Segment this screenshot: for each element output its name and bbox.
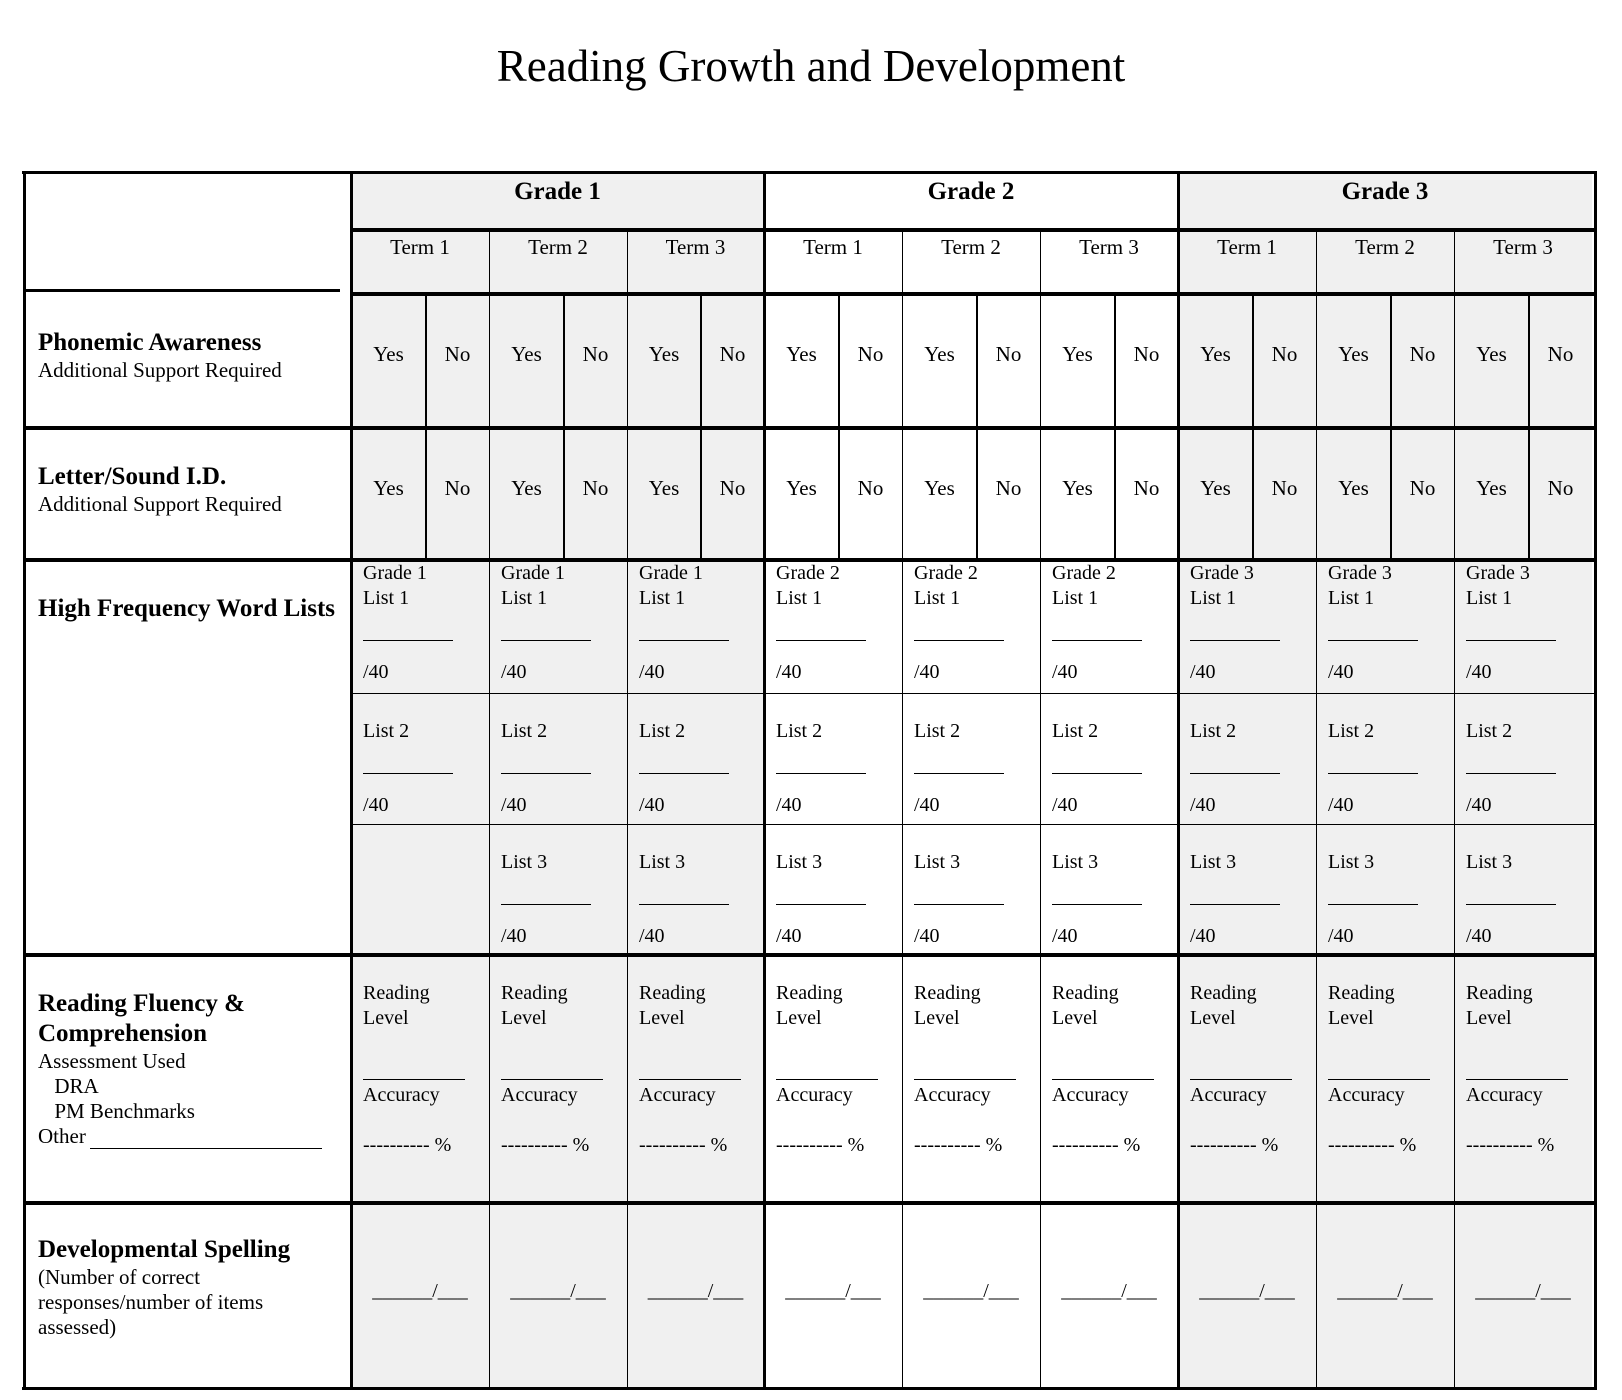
spelling-cell[interactable]: ______/___ <box>351 1203 489 1388</box>
hfw-cell[interactable] <box>1178 824 1316 955</box>
divider <box>1252 428 1254 560</box>
yes-option[interactable]: Yes <box>351 294 426 428</box>
score-blank[interactable] <box>639 640 729 641</box>
score-denominator: /40 <box>914 925 940 947</box>
row-subtitle: (Number of correct responses/number of items assessed) <box>38 1265 264 1339</box>
divider <box>1528 428 1530 560</box>
fluency-cell[interactable] <box>1316 955 1454 1203</box>
hfw-cell[interactable] <box>1316 824 1454 955</box>
hfw-list-name: List 1 <box>1466 587 1513 609</box>
score-denominator: /40 <box>501 925 527 947</box>
divider <box>700 294 702 428</box>
grid-line-h <box>351 292 1595 296</box>
hfw-cell[interactable] <box>902 824 1040 955</box>
score-blank[interactable] <box>1328 640 1418 641</box>
hfw-list-name: List 2 <box>914 720 961 742</box>
accuracy-percent-blank: ---------- % <box>1328 1134 1417 1156</box>
hfw-list-name: List 3 <box>1052 851 1099 873</box>
reading-level-blank[interactable] <box>639 1079 741 1080</box>
no-option[interactable]: No <box>701 428 764 560</box>
hfw-list-name: List 1 <box>363 587 410 609</box>
divider <box>1528 294 1530 428</box>
spelling-cell[interactable]: ______/___ <box>627 1203 764 1388</box>
score-denominator: /40 <box>1466 794 1492 816</box>
grid-line-h <box>351 824 1595 825</box>
accuracy-label: Accuracy <box>363 1084 440 1106</box>
score-denominator: /40 <box>1328 925 1354 947</box>
no-option[interactable]: No <box>426 294 489 428</box>
no-option[interactable]: No <box>701 294 764 428</box>
score-denominator: /40 <box>1190 794 1216 816</box>
grid-line-h <box>24 953 1595 957</box>
yes-option[interactable]: Yes <box>924 342 955 366</box>
score-blank[interactable] <box>363 773 453 774</box>
grade-header: Grade 3 <box>1178 172 1592 230</box>
no-option[interactable]: No <box>426 428 489 560</box>
no-option[interactable]: No <box>564 428 627 560</box>
score-denominator: /40 <box>776 794 802 816</box>
reading-level-label: Reading Level <box>1466 982 1533 1029</box>
table-border-right <box>1594 172 1597 1388</box>
term-header: Term 3 <box>1454 230 1592 294</box>
yes-option[interactable]: Yes <box>351 428 426 560</box>
grid-line-h <box>24 1201 1595 1205</box>
reading-level-label: Reading Level <box>776 982 843 1029</box>
score-denominator: /40 <box>501 794 527 816</box>
spelling-cell[interactable]: ______/___ <box>923 1280 1019 1302</box>
divider <box>1114 294 1116 428</box>
score-blank[interactable] <box>914 640 1004 641</box>
score-blank[interactable] <box>639 904 729 905</box>
term-header: Term 2 <box>489 230 627 294</box>
fluency-cell[interactable] <box>627 955 764 1203</box>
row-label-spelling <box>24 1203 351 1388</box>
hfw-cell[interactable] <box>489 560 627 693</box>
score-blank[interactable] <box>363 640 453 641</box>
score-blank[interactable] <box>776 773 866 774</box>
grid-line-h <box>24 426 1595 430</box>
score-denominator: /40 <box>776 661 802 683</box>
hfw-cell[interactable] <box>1178 693 1316 824</box>
hfw-cell[interactable] <box>764 824 902 955</box>
divider <box>700 428 702 560</box>
divider <box>563 428 565 560</box>
score-blank[interactable] <box>1328 904 1418 905</box>
spelling-cell[interactable]: ______/___ <box>1454 1203 1592 1388</box>
assessment-option: PM Benchmarks <box>38 1099 179 1123</box>
divider <box>1390 428 1392 560</box>
hfw-cell[interactable] <box>627 824 764 955</box>
spelling-cell[interactable]: ______/___ <box>785 1280 881 1302</box>
term-header: Term 1 <box>351 230 489 294</box>
score-blank[interactable] <box>1190 904 1280 905</box>
document-title: Reading Growth and Development <box>496 41 1126 91</box>
fluency-cell[interactable] <box>902 955 1040 1203</box>
divider <box>838 428 840 560</box>
score-denominator: /40 <box>363 794 389 816</box>
yes-option[interactable]: Yes <box>786 342 817 366</box>
no-option[interactable]: No <box>564 294 627 428</box>
hfw-list-name: List 1 <box>1052 587 1099 609</box>
yes-option[interactable]: Yes <box>1062 476 1093 500</box>
grid-line-v <box>350 172 353 1388</box>
yes-option[interactable]: Yes <box>924 476 955 500</box>
reading-level-label: Reading Level <box>363 982 430 1029</box>
hfw-list-name: List 3 <box>1466 851 1513 873</box>
accuracy-percent-blank: ---------- % <box>1190 1134 1279 1156</box>
accuracy-label: Accuracy <box>1052 1084 1129 1106</box>
spelling-cell[interactable]: ______/___ <box>1061 1280 1157 1302</box>
hfw-list-name: List 2 <box>776 720 823 742</box>
term-header: Term 1 <box>1178 230 1316 294</box>
row-label-fluency <box>24 955 351 1203</box>
no-option[interactable]: No <box>995 476 1022 500</box>
spelling-cell[interactable]: ______/___ <box>1316 1203 1454 1388</box>
reading-level-blank[interactable] <box>501 1079 603 1080</box>
hfw-list-name: List 3 <box>776 851 823 873</box>
row-name: Phonemic Awareness <box>38 329 262 356</box>
accuracy-label: Accuracy <box>501 1084 578 1106</box>
reading-level-blank[interactable] <box>1466 1079 1568 1080</box>
score-blank[interactable] <box>1328 773 1418 774</box>
reading-level-blank[interactable] <box>776 1079 878 1080</box>
hfw-list-name: List 2 <box>501 720 548 742</box>
spelling-cell[interactable]: ______/___ <box>489 1203 627 1388</box>
divider <box>563 294 565 428</box>
divider <box>1390 294 1392 428</box>
no-option[interactable]: No <box>1529 428 1592 560</box>
grade-header: Grade 1 <box>351 172 764 230</box>
fluency-cell[interactable] <box>1040 955 1178 1203</box>
grid-line-v <box>902 230 903 1388</box>
score-blank[interactable] <box>1052 773 1142 774</box>
divider <box>1114 428 1116 560</box>
hfw-cell[interactable] <box>1316 560 1454 693</box>
term-header: Term 3 <box>1079 235 1139 259</box>
grid-line-v <box>1040 230 1041 1388</box>
grid-line-v <box>1177 172 1180 1388</box>
hfw-list-name: List 3 <box>1328 851 1375 873</box>
accuracy-percent-blank: ---------- % <box>363 1134 452 1156</box>
hfw-cell[interactable] <box>1454 693 1592 824</box>
hfw-cell[interactable] <box>627 693 764 824</box>
accuracy-label: Accuracy <box>1190 1084 1267 1106</box>
grid-line-h <box>351 228 1595 232</box>
hfw-grade: Grade 3 <box>1190 562 1254 584</box>
grid-line-h <box>351 693 1595 694</box>
accuracy-label: Accuracy <box>1466 1084 1543 1106</box>
accuracy-percent-blank: ---------- % <box>639 1134 728 1156</box>
divider <box>1252 294 1254 428</box>
score-denominator: /40 <box>914 661 940 683</box>
score-denominator: /40 <box>1052 661 1078 683</box>
hfw-list-name: List 2 <box>639 720 686 742</box>
row-label-letter <box>24 428 351 560</box>
no-option[interactable]: No <box>1133 476 1160 500</box>
score-blank[interactable] <box>914 904 1004 905</box>
fluency-cell[interactable] <box>1454 955 1592 1203</box>
reading-level-blank[interactable] <box>1190 1079 1292 1080</box>
fluency-cell[interactable] <box>489 955 627 1203</box>
accuracy-percent-blank: ---------- % <box>501 1134 590 1156</box>
yes-option[interactable]: Yes <box>1178 428 1253 560</box>
row-name: Developmental Spelling <box>38 1236 291 1263</box>
hfw-cell[interactable] <box>1454 824 1592 955</box>
hfw-list-name: List 2 <box>363 720 410 742</box>
divider <box>425 428 427 560</box>
yes-option[interactable]: Yes <box>1454 428 1529 560</box>
hfw-grade: Grade 1 <box>501 562 565 584</box>
term-header: Term 3 <box>627 230 764 294</box>
hfw-cell[interactable] <box>764 693 902 824</box>
score-blank[interactable] <box>776 640 866 641</box>
hfw-grade: Grade 2 <box>776 562 840 584</box>
hfw-list-name: List 1 <box>1328 587 1375 609</box>
reading-level-label: Reading Level <box>1190 982 1257 1029</box>
accuracy-percent-blank: ---------- % <box>1052 1134 1141 1156</box>
table-border-bottom <box>22 1387 1597 1390</box>
score-blank[interactable] <box>501 640 591 641</box>
hfw-grade: Grade 3 <box>1466 562 1530 584</box>
score-blank[interactable] <box>1190 640 1280 641</box>
hfw-list-name: List 3 <box>501 851 548 873</box>
row-label-hfw <box>24 560 351 955</box>
hfw-grade: Grade 2 <box>914 562 978 584</box>
score-blank[interactable] <box>1190 773 1280 774</box>
score-denominator: /40 <box>1328 661 1354 683</box>
yes-option[interactable]: Yes <box>1178 294 1253 428</box>
accuracy-percent-blank: ---------- % <box>776 1134 865 1156</box>
reading-level-label: Reading Level <box>1052 982 1119 1029</box>
yes-option[interactable]: Yes <box>1454 294 1529 428</box>
accuracy-label: Accuracy <box>1328 1084 1405 1106</box>
score-blank[interactable] <box>1466 904 1556 905</box>
hfw-list-name: List 2 <box>1466 720 1513 742</box>
row-name: Letter/Sound I.D. <box>38 463 227 490</box>
score-denominator: /40 <box>914 794 940 816</box>
accuracy-percent-blank: ---------- % <box>914 1134 1003 1156</box>
accuracy-percent-blank: ---------- % <box>1466 1134 1555 1156</box>
reading-level-blank[interactable] <box>363 1079 465 1080</box>
hfw-list-name: List 3 <box>1190 851 1237 873</box>
hfw-cell[interactable] <box>1178 560 1316 693</box>
reading-level-blank[interactable] <box>1328 1079 1430 1080</box>
score-denominator: /40 <box>1328 794 1354 816</box>
reading-level-label: Reading Level <box>1328 982 1395 1029</box>
yes-option[interactable]: Yes <box>627 294 701 428</box>
assessment-option: DRA <box>38 1074 83 1098</box>
hfw-cell <box>351 824 489 955</box>
score-blank[interactable] <box>914 773 1004 774</box>
hfw-list-name: List 1 <box>1190 587 1237 609</box>
reading-level-label: Reading Level <box>501 982 568 1029</box>
no-option[interactable]: No <box>1253 428 1316 560</box>
score-denominator: /40 <box>1052 794 1078 816</box>
divider <box>425 294 427 428</box>
hfw-cell[interactable] <box>351 693 489 824</box>
score-denominator: /40 <box>1466 925 1492 947</box>
hfw-cell[interactable] <box>627 560 764 693</box>
hfw-list-name: List 2 <box>1052 720 1099 742</box>
grid-line-h <box>24 289 340 292</box>
row-name: High Frequency Word Lists <box>38 595 336 622</box>
score-denominator: /40 <box>639 794 665 816</box>
score-denominator: /40 <box>501 661 527 683</box>
hfw-list-name: List 1 <box>776 587 823 609</box>
yes-option[interactable]: Yes <box>1316 428 1391 560</box>
hfw-grade: Grade 2 <box>1052 562 1116 584</box>
score-blank[interactable] <box>1466 640 1556 641</box>
score-blank[interactable] <box>776 904 866 905</box>
hfw-list-name: List 1 <box>914 587 961 609</box>
no-option[interactable]: No <box>857 342 884 366</box>
score-blank[interactable] <box>501 773 591 774</box>
score-denominator: /40 <box>363 661 389 683</box>
row-label-phonemic <box>24 294 351 428</box>
assessment-used-label: Assessment Used <box>38 1049 186 1073</box>
row-subtitle: Additional Support Required <box>38 492 282 516</box>
other-blank-line[interactable] <box>90 1130 322 1149</box>
fluency-cell[interactable] <box>351 955 489 1203</box>
hfw-cell[interactable] <box>1316 693 1454 824</box>
hfw-list-name: List 3 <box>914 851 961 873</box>
no-option[interactable]: No <box>857 476 884 500</box>
hfw-grade: Grade 1 <box>363 562 427 584</box>
reading-level-label: Reading Level <box>639 982 706 1029</box>
grid-line-h <box>24 558 1595 562</box>
hfw-cell[interactable] <box>489 824 627 955</box>
score-denominator: /40 <box>639 661 665 683</box>
accuracy-label: Accuracy <box>639 1084 716 1106</box>
score-denominator: /40 <box>639 925 665 947</box>
hfw-cell[interactable] <box>489 693 627 824</box>
accuracy-label: Accuracy <box>776 1084 853 1106</box>
yes-option[interactable]: Yes <box>489 294 564 428</box>
hfw-list-name: List 1 <box>501 587 548 609</box>
reading-level-label: Reading Level <box>914 982 981 1029</box>
no-option[interactable]: No <box>1253 294 1316 428</box>
hfw-grade: Grade 1 <box>639 562 703 584</box>
yes-option[interactable]: Yes <box>786 476 817 500</box>
grid-line-v <box>1316 230 1317 1388</box>
hfw-cell[interactable] <box>902 560 1040 693</box>
no-option[interactable]: No <box>1529 294 1592 428</box>
hfw-list-name: List 3 <box>639 851 686 873</box>
term-header: Term 2 <box>1316 230 1454 294</box>
hfw-cell[interactable] <box>764 560 902 693</box>
accuracy-label: Accuracy <box>914 1084 991 1106</box>
score-blank[interactable] <box>1052 640 1142 641</box>
hfw-cell[interactable] <box>351 560 489 693</box>
yes-option[interactable]: Yes <box>1316 294 1391 428</box>
no-option[interactable]: No <box>1133 342 1160 366</box>
grid-line-v <box>489 230 490 1388</box>
row-subtitle: Additional Support Required <box>38 358 282 382</box>
score-denominator: /40 <box>1190 661 1216 683</box>
score-denominator: /40 <box>776 925 802 947</box>
hfw-grade: Grade 3 <box>1328 562 1392 584</box>
divider <box>976 428 978 560</box>
hfw-cell[interactable] <box>1040 693 1178 824</box>
hfw-list-name: List 2 <box>1190 720 1237 742</box>
fluency-cell[interactable] <box>764 955 902 1203</box>
grid-line-v <box>1454 230 1455 1388</box>
row-name: Reading Fluency & Comprehension <box>38 990 245 1047</box>
spelling-cell[interactable]: ______/___ <box>1178 1203 1316 1388</box>
score-blank[interactable] <box>639 773 729 774</box>
no-option[interactable]: No <box>995 342 1022 366</box>
other-assessment-field[interactable] <box>38 1124 351 1149</box>
table-border-top <box>22 171 1597 174</box>
yes-option[interactable]: Yes <box>489 428 564 560</box>
grade-header: Grade 2 <box>927 178 1015 205</box>
reading-level-blank[interactable] <box>914 1079 1016 1080</box>
yes-option[interactable]: Yes <box>1062 342 1093 366</box>
term-header: Term 2 <box>941 235 1001 259</box>
score-blank[interactable] <box>1466 773 1556 774</box>
score-denominator: /40 <box>1052 925 1078 947</box>
other-label: Other <box>38 1124 86 1148</box>
hfw-cell[interactable] <box>902 693 1040 824</box>
grid-line-v <box>763 172 766 1388</box>
score-denominator: /40 <box>1190 925 1216 947</box>
grid-line-v <box>627 230 628 1388</box>
term-header: Term 1 <box>803 235 863 259</box>
score-blank[interactable] <box>501 904 591 905</box>
score-blank[interactable] <box>1052 904 1142 905</box>
hfw-list-name: List 2 <box>1328 720 1375 742</box>
hfw-cell[interactable] <box>1454 560 1592 693</box>
hfw-list-name: List 1 <box>639 587 686 609</box>
no-option[interactable]: No <box>1391 428 1454 560</box>
fluency-cell[interactable] <box>1178 955 1316 1203</box>
divider <box>838 294 840 428</box>
reading-level-blank[interactable] <box>1052 1079 1154 1080</box>
hfw-cell[interactable] <box>1040 560 1178 693</box>
hfw-cell[interactable] <box>1040 824 1178 955</box>
yes-option[interactable]: Yes <box>627 428 701 560</box>
no-option[interactable]: No <box>1391 294 1454 428</box>
score-denominator: /40 <box>1466 661 1492 683</box>
table-border-left <box>23 172 26 1388</box>
divider <box>976 294 978 428</box>
